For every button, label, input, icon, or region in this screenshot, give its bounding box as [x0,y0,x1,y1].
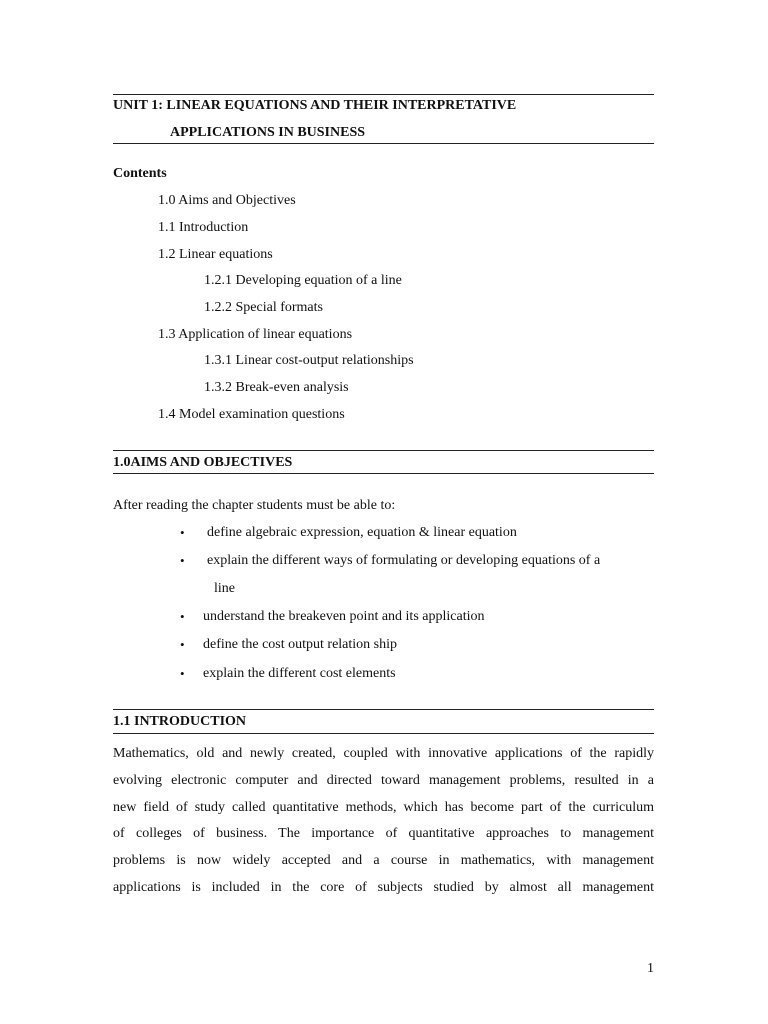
aims-bottom-rule [113,473,654,474]
paragraph-line: applications is included in the core of subjects studied by almost all management [113,879,654,895]
contents-item: 1.4 Model examination questions [158,407,345,422]
contents-item: 1.2 Linear equations [158,247,273,262]
aims-heading: 1.0AIMS AND OBJECTIVES [113,455,293,470]
paragraph-line: new field of study called quantitative methods, which has become part of the curriculum [113,799,654,815]
paragraph-line: Mathematics, old and newly created, coupled with innovative applications of the rapidly [113,746,654,761]
title-bottom-rule [113,143,654,144]
contents-item: 1.1 Introduction [158,220,249,235]
aims-bullet-continuation: line [214,581,235,596]
unit-title-line2: APPLICATIONS IN BUSINESS [170,125,366,140]
aims-bullet: understand the breakeven point and its application [203,609,485,624]
bullet-icon: • [180,637,185,652]
intro-top-rule [113,709,654,710]
aims-intro: After reading the chapter students must be able to: [113,498,396,513]
aims-bullet: explain the different cost elements [203,666,396,681]
aims-top-rule [113,450,654,451]
paragraph-line: problems is now widely accepted and a course in mathematics, with management [113,853,654,869]
contents-heading: Contents [113,166,167,181]
intro-paragraph [113,741,654,902]
intro-heading: 1.1 INTRODUCTION [113,714,247,729]
contents-subitem: 1.2.1 Developing equation of a line [204,273,402,288]
contents-item: 1.0 Aims and Objectives [158,193,296,208]
paragraph-line: of colleges of business. The importance of quantitative approaches to management [113,826,654,842]
aims-bullet: explain the different ways of formulating or developing equations of a [207,553,601,568]
unit-title-line1: UNIT 1: LINEAR EQUATIONS AND THEIR INTERPRETATIVE [113,98,517,113]
page-number: 1 [647,961,654,976]
intro-bottom-rule [113,733,654,734]
bullet-icon: • [180,525,185,540]
aims-bullet: define the cost output relation ship [203,637,398,652]
bullet-icon: • [180,666,185,681]
contents-item: 1.3 Application of linear equations [158,327,353,342]
aims-bullet: define algebraic expression, equation & linear equation [207,525,517,540]
paragraph-line: evolving electronic computer and directed toward management problems, resulted in a [113,772,654,788]
contents-subitem: 1.2.2 Special formats [204,300,323,315]
bullet-icon: • [180,609,185,624]
contents-subitem: 1.3.2 Break-even analysis [204,380,349,395]
contents-subitem: 1.3.1 Linear cost-output relationships [204,353,414,368]
bullet-icon: • [180,553,185,568]
title-top-rule [113,94,654,95]
